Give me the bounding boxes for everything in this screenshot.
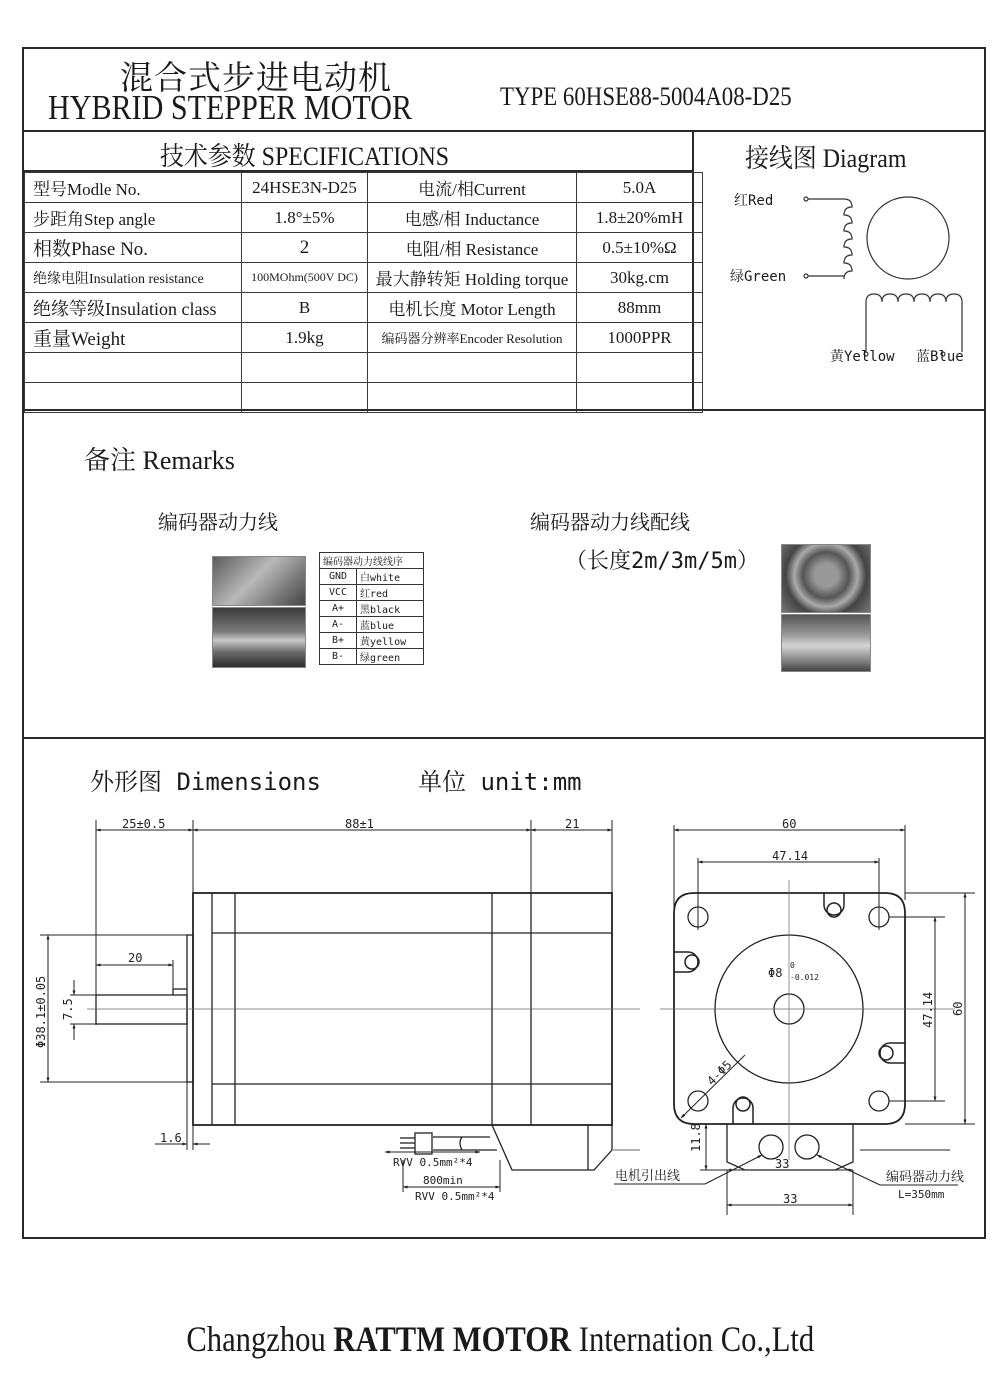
spec-label: 重量Weight [25, 323, 242, 353]
wire-label-red: 红Red [734, 193, 774, 209]
spec-label: 绝缘电阻Insulation resistance [25, 263, 242, 293]
title-english: HYBRID STEPPER MOTOR [48, 88, 413, 127]
pin-color: 白white [357, 569, 424, 585]
encoder-power-cable-label: 编码器动力线 [158, 510, 278, 534]
encoder-cable-length: L=350mm [898, 1188, 945, 1201]
title-chinese: 混合式步进电动机 [120, 58, 392, 97]
spec-label: 电流/相Current [368, 173, 577, 203]
cable-length: 800min [423, 1174, 463, 1187]
company-brand: RATTM MOTOR [333, 1319, 571, 1359]
spec-value: 5.0A [577, 173, 703, 203]
dim-connector-offset: 11.8 [689, 1123, 703, 1152]
motor-type: TYPE 60HSE88-5004A08-D25 [500, 82, 792, 111]
pin-color: 蓝blue [357, 617, 424, 633]
dim-connector-width: 33 [783, 1192, 798, 1206]
dim-width: 60 [782, 817, 797, 831]
side-view-labels [34, 817, 680, 1203]
pin-color: 红red [357, 585, 424, 601]
dim-shaft-tol-lower: -0.012 [790, 973, 819, 982]
wire-label-green: 绿Green [730, 269, 787, 285]
pin-table-title: 编码器动力线线序 [320, 553, 424, 569]
pin-color: 绿green [357, 649, 424, 665]
spec-value: 24HSE3N-D25 [242, 173, 368, 203]
company-name [186, 1318, 814, 1360]
spec-value: B [242, 293, 368, 323]
spec-value: 0.5±10%Ω [577, 233, 703, 263]
cable-spec-2: RVV 0.5mm²*4 [415, 1190, 495, 1203]
spec-label: 步距角Step angle [25, 203, 242, 233]
encoder-extension-label: 编码器动力线配线 [530, 510, 690, 534]
wire-label-blue: 蓝Blue [916, 349, 964, 365]
dim-connector-inner: 33 [775, 1157, 790, 1171]
dim-key-length: 20 [128, 951, 143, 965]
extension-lengths: （长度2m/3m/5m） [565, 549, 759, 574]
pin-name: B- [320, 649, 357, 665]
dim-shaft-flat: 7.5 [61, 998, 75, 1020]
pin-name: GND [320, 569, 357, 585]
spec-value: 2 [242, 233, 368, 263]
spec-value: 30kg.cm [577, 263, 703, 293]
spec-label: 电机长度 Motor Length [368, 293, 577, 323]
specifications-heading: 技术参数 SPECIFICATIONS [160, 142, 450, 171]
motor-lead-label: 电机引出线 [615, 1169, 681, 1184]
spec-label: 电阻/相 Resistance [368, 233, 577, 263]
dim-hole-spacing-h: 47.14 [772, 849, 809, 863]
pin-color: 黄yellow [357, 633, 424, 649]
dim-pilot-height: 1.6 [160, 1131, 182, 1145]
dim-shaft: Φ8 [768, 966, 783, 980]
company-prefix: Changzhou [186, 1319, 334, 1359]
dim-holes: 4-Φ5 [704, 1057, 735, 1089]
spec-value: 1.8°±5% [242, 203, 368, 233]
pin-name: VCC [320, 585, 357, 601]
remarks-heading: 备注 Remarks [84, 446, 235, 475]
dim-height: 60 [951, 1001, 965, 1016]
company-footer [0, 1318, 1000, 1360]
pin-name: B+ [320, 633, 357, 649]
spec-value: 1.9kg [242, 323, 368, 353]
pin-name: A+ [320, 601, 357, 617]
diagram-heading: 接线图 Diagram [745, 144, 907, 173]
spec-label: 电感/相 Inductance [368, 203, 577, 233]
dim-body-length: 88±1 [345, 817, 374, 831]
dim-encoder-length: 21 [565, 817, 580, 831]
spec-label: 编码器分辨率Encoder Resolution [368, 323, 577, 353]
encoder-cable-label: 编码器动力线 [886, 1170, 965, 1185]
company-suffix: Internation Co.,Ltd [570, 1319, 814, 1359]
spec-label: 型号Modle No. [25, 173, 242, 203]
cable-spec-1: RVV 0.5mm²*4 [393, 1156, 473, 1169]
dimensions-heading: 外形图 Dimensions [90, 768, 321, 796]
pin-name: A- [320, 617, 357, 633]
spec-value: 1.8±20%mH [577, 203, 703, 233]
dim-shaft-tol-upper: 0 [790, 961, 795, 970]
spec-value: 1000PPR [577, 323, 703, 353]
wire-label-yellow: 黄Yellow [830, 349, 895, 365]
spec-value: 88mm [577, 293, 703, 323]
dim-shaft-length: 25±0.5 [122, 817, 166, 831]
spec-value: 100MOhm(500V DC) [242, 263, 368, 293]
front-view-labels [689, 817, 965, 1206]
unit-label: 单位 unit:mm [418, 768, 582, 796]
spec-label: 相数Phase No. [25, 233, 242, 263]
dim-pilot-diameter: Φ38.1±0.05 [34, 975, 48, 1048]
side-view [40, 820, 705, 1192]
spec-label: 绝缘等级Insulation class [25, 293, 242, 323]
dim-hole-spacing-v: 47.14 [921, 991, 935, 1028]
pin-color: 黑black [357, 601, 424, 617]
spec-label: 最大静转矩 Holding torque [368, 263, 577, 293]
